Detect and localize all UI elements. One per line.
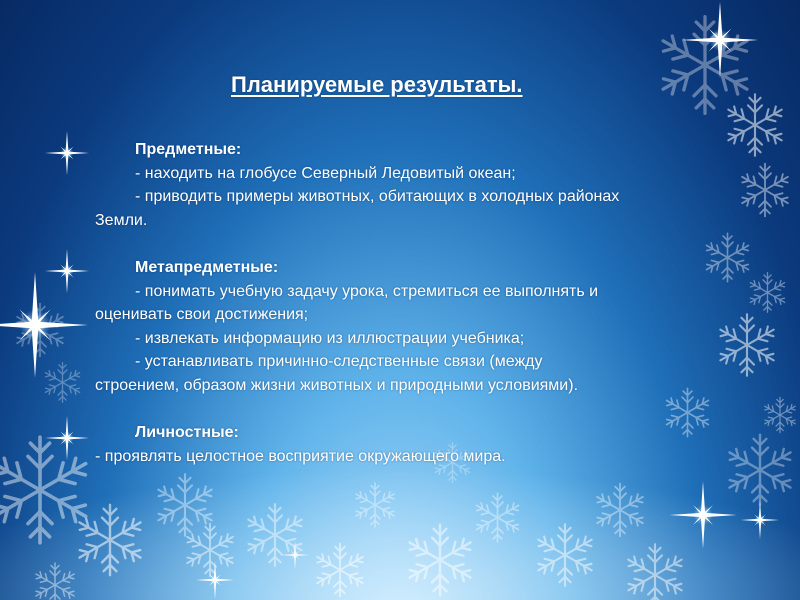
list-item: - находить на глобусе Северный Ледовитый океан; xyxy=(135,164,516,182)
list-item: - устанавливать причинно-следственные связи (между xyxy=(135,353,543,371)
section-heading-personal: Личностные: xyxy=(135,424,239,442)
list-item: - извлекать информацию из иллюстрации учебника; xyxy=(135,329,525,347)
list-item-continuation: Земли. xyxy=(95,211,148,229)
results-text xyxy=(95,138,755,468)
section-heading-subject: Предметные: xyxy=(135,141,242,158)
list-item-continuation: оценивать свои достижения; xyxy=(95,306,309,324)
spacer xyxy=(95,232,755,256)
list-item-continuation: строением, образом жизни животных и природными условиями). xyxy=(95,376,579,394)
slide-title: Планируемые результаты. xyxy=(231,72,523,97)
spacer xyxy=(95,398,755,422)
list-item: - приводить примеры животных, обитающих в холодных районах xyxy=(135,188,620,206)
list-item: - понимать учебную задачу урока, стремиться ее выполнять и xyxy=(135,282,599,300)
section-heading-metasubject: Метапредметные: xyxy=(135,258,279,276)
list-item: - проявлять целостное восприятие окружающего мира. xyxy=(95,447,506,465)
